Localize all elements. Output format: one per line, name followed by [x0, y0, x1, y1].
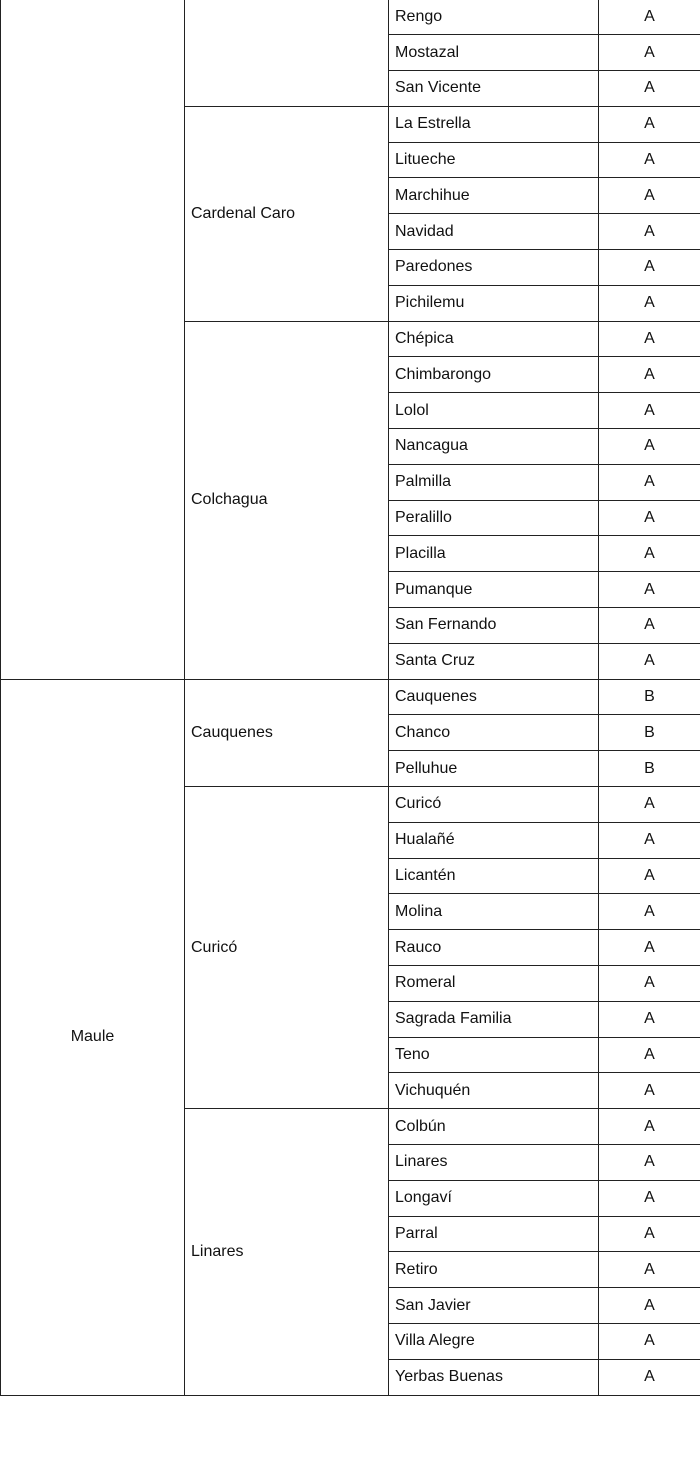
commune-cell: Romeral	[389, 966, 599, 1002]
class-cell: A	[599, 966, 700, 1002]
province-cell: Linares	[185, 1109, 389, 1395]
class-cell: A	[599, 250, 700, 286]
province-cell: Cardenal Caro	[185, 106, 389, 321]
class-cell: A	[599, 536, 700, 572]
commune-cell: Pichilemu	[389, 285, 599, 321]
commune-cell: San Vicente	[389, 71, 599, 107]
class-cell: A	[599, 1323, 700, 1359]
commune-cell: Mostazal	[389, 35, 599, 71]
class-cell: A	[599, 1180, 700, 1216]
commune-cell: Palmilla	[389, 464, 599, 500]
class-cell: A	[599, 787, 700, 823]
commune-cell: Santa Cruz	[389, 643, 599, 679]
commune-cell: Lolol	[389, 393, 599, 429]
commune-cell: Cauquenes	[389, 679, 599, 715]
table-body	[1, 0, 700, 1395]
commune-cell: Villa Alegre	[389, 1323, 599, 1359]
class-cell: A	[599, 35, 700, 71]
class-cell: A	[599, 393, 700, 429]
class-cell: A	[599, 285, 700, 321]
province-cell	[185, 0, 389, 106]
commune-cell: Pumanque	[389, 572, 599, 608]
commune-cell: Rengo	[389, 0, 599, 35]
region-cell: Maule	[1, 679, 185, 1395]
province-cell: Colchagua	[185, 321, 389, 679]
commune-cell: San Fernando	[389, 608, 599, 644]
class-cell: A	[599, 1037, 700, 1073]
table-row	[1, 679, 700, 715]
class-cell: A	[599, 0, 700, 35]
class-cell: A	[599, 643, 700, 679]
class-cell: A	[599, 1359, 700, 1395]
class-cell: A	[599, 1145, 700, 1181]
class-cell: A	[599, 572, 700, 608]
commune-cell: Parral	[389, 1216, 599, 1252]
class-cell: A	[599, 894, 700, 930]
province-cell: Cauquenes	[185, 679, 389, 786]
province-cell: Curicó	[185, 787, 389, 1109]
class-cell: A	[599, 321, 700, 357]
commune-cell: Placilla	[389, 536, 599, 572]
commune-cell: Nancagua	[389, 429, 599, 465]
class-cell: A	[599, 1073, 700, 1109]
commune-cell: Longaví	[389, 1180, 599, 1216]
commune-cell: Hualañé	[389, 822, 599, 858]
class-cell: A	[599, 429, 700, 465]
commune-cell: Licantén	[389, 858, 599, 894]
class-cell: B	[599, 715, 700, 751]
class-cell: A	[599, 1216, 700, 1252]
commune-cell: Navidad	[389, 214, 599, 250]
class-cell: A	[599, 464, 700, 500]
commune-cell: Curicó	[389, 787, 599, 823]
class-cell: A	[599, 214, 700, 250]
class-cell: A	[599, 178, 700, 214]
class-cell: A	[599, 608, 700, 644]
commune-cell: Molina	[389, 894, 599, 930]
commune-cell: Chimbarongo	[389, 357, 599, 393]
class-cell: A	[599, 822, 700, 858]
commune-cell: Chépica	[389, 321, 599, 357]
commune-cell: Linares	[389, 1145, 599, 1181]
commune-cell: Peralillo	[389, 500, 599, 536]
class-cell: B	[599, 751, 700, 787]
class-cell: A	[599, 71, 700, 107]
class-cell: A	[599, 1252, 700, 1288]
class-cell: A	[599, 500, 700, 536]
class-cell: A	[599, 1001, 700, 1037]
commune-cell: Paredones	[389, 250, 599, 286]
commune-cell: Sagrada Familia	[389, 1001, 599, 1037]
class-cell: A	[599, 357, 700, 393]
commune-cell: Pelluhue	[389, 751, 599, 787]
commune-cell: Marchihue	[389, 178, 599, 214]
class-cell: A	[599, 930, 700, 966]
class-cell: A	[599, 106, 700, 142]
class-cell: A	[599, 1109, 700, 1145]
commune-cell: Vichuquén	[389, 1073, 599, 1109]
class-cell: B	[599, 679, 700, 715]
region-cell	[1, 0, 185, 679]
table-row	[1, 0, 700, 35]
commune-cell: La Estrella	[389, 106, 599, 142]
commune-cell: Chanco	[389, 715, 599, 751]
commune-cell: Rauco	[389, 930, 599, 966]
commune-cell: San Javier	[389, 1288, 599, 1324]
class-cell: A	[599, 858, 700, 894]
commune-cell: Teno	[389, 1037, 599, 1073]
class-cell: A	[599, 142, 700, 178]
commune-cell: Retiro	[389, 1252, 599, 1288]
class-cell: A	[599, 1288, 700, 1324]
commune-cell: Yerbas Buenas	[389, 1359, 599, 1395]
commune-cell: Litueche	[389, 142, 599, 178]
commune-cell: Colbún	[389, 1109, 599, 1145]
